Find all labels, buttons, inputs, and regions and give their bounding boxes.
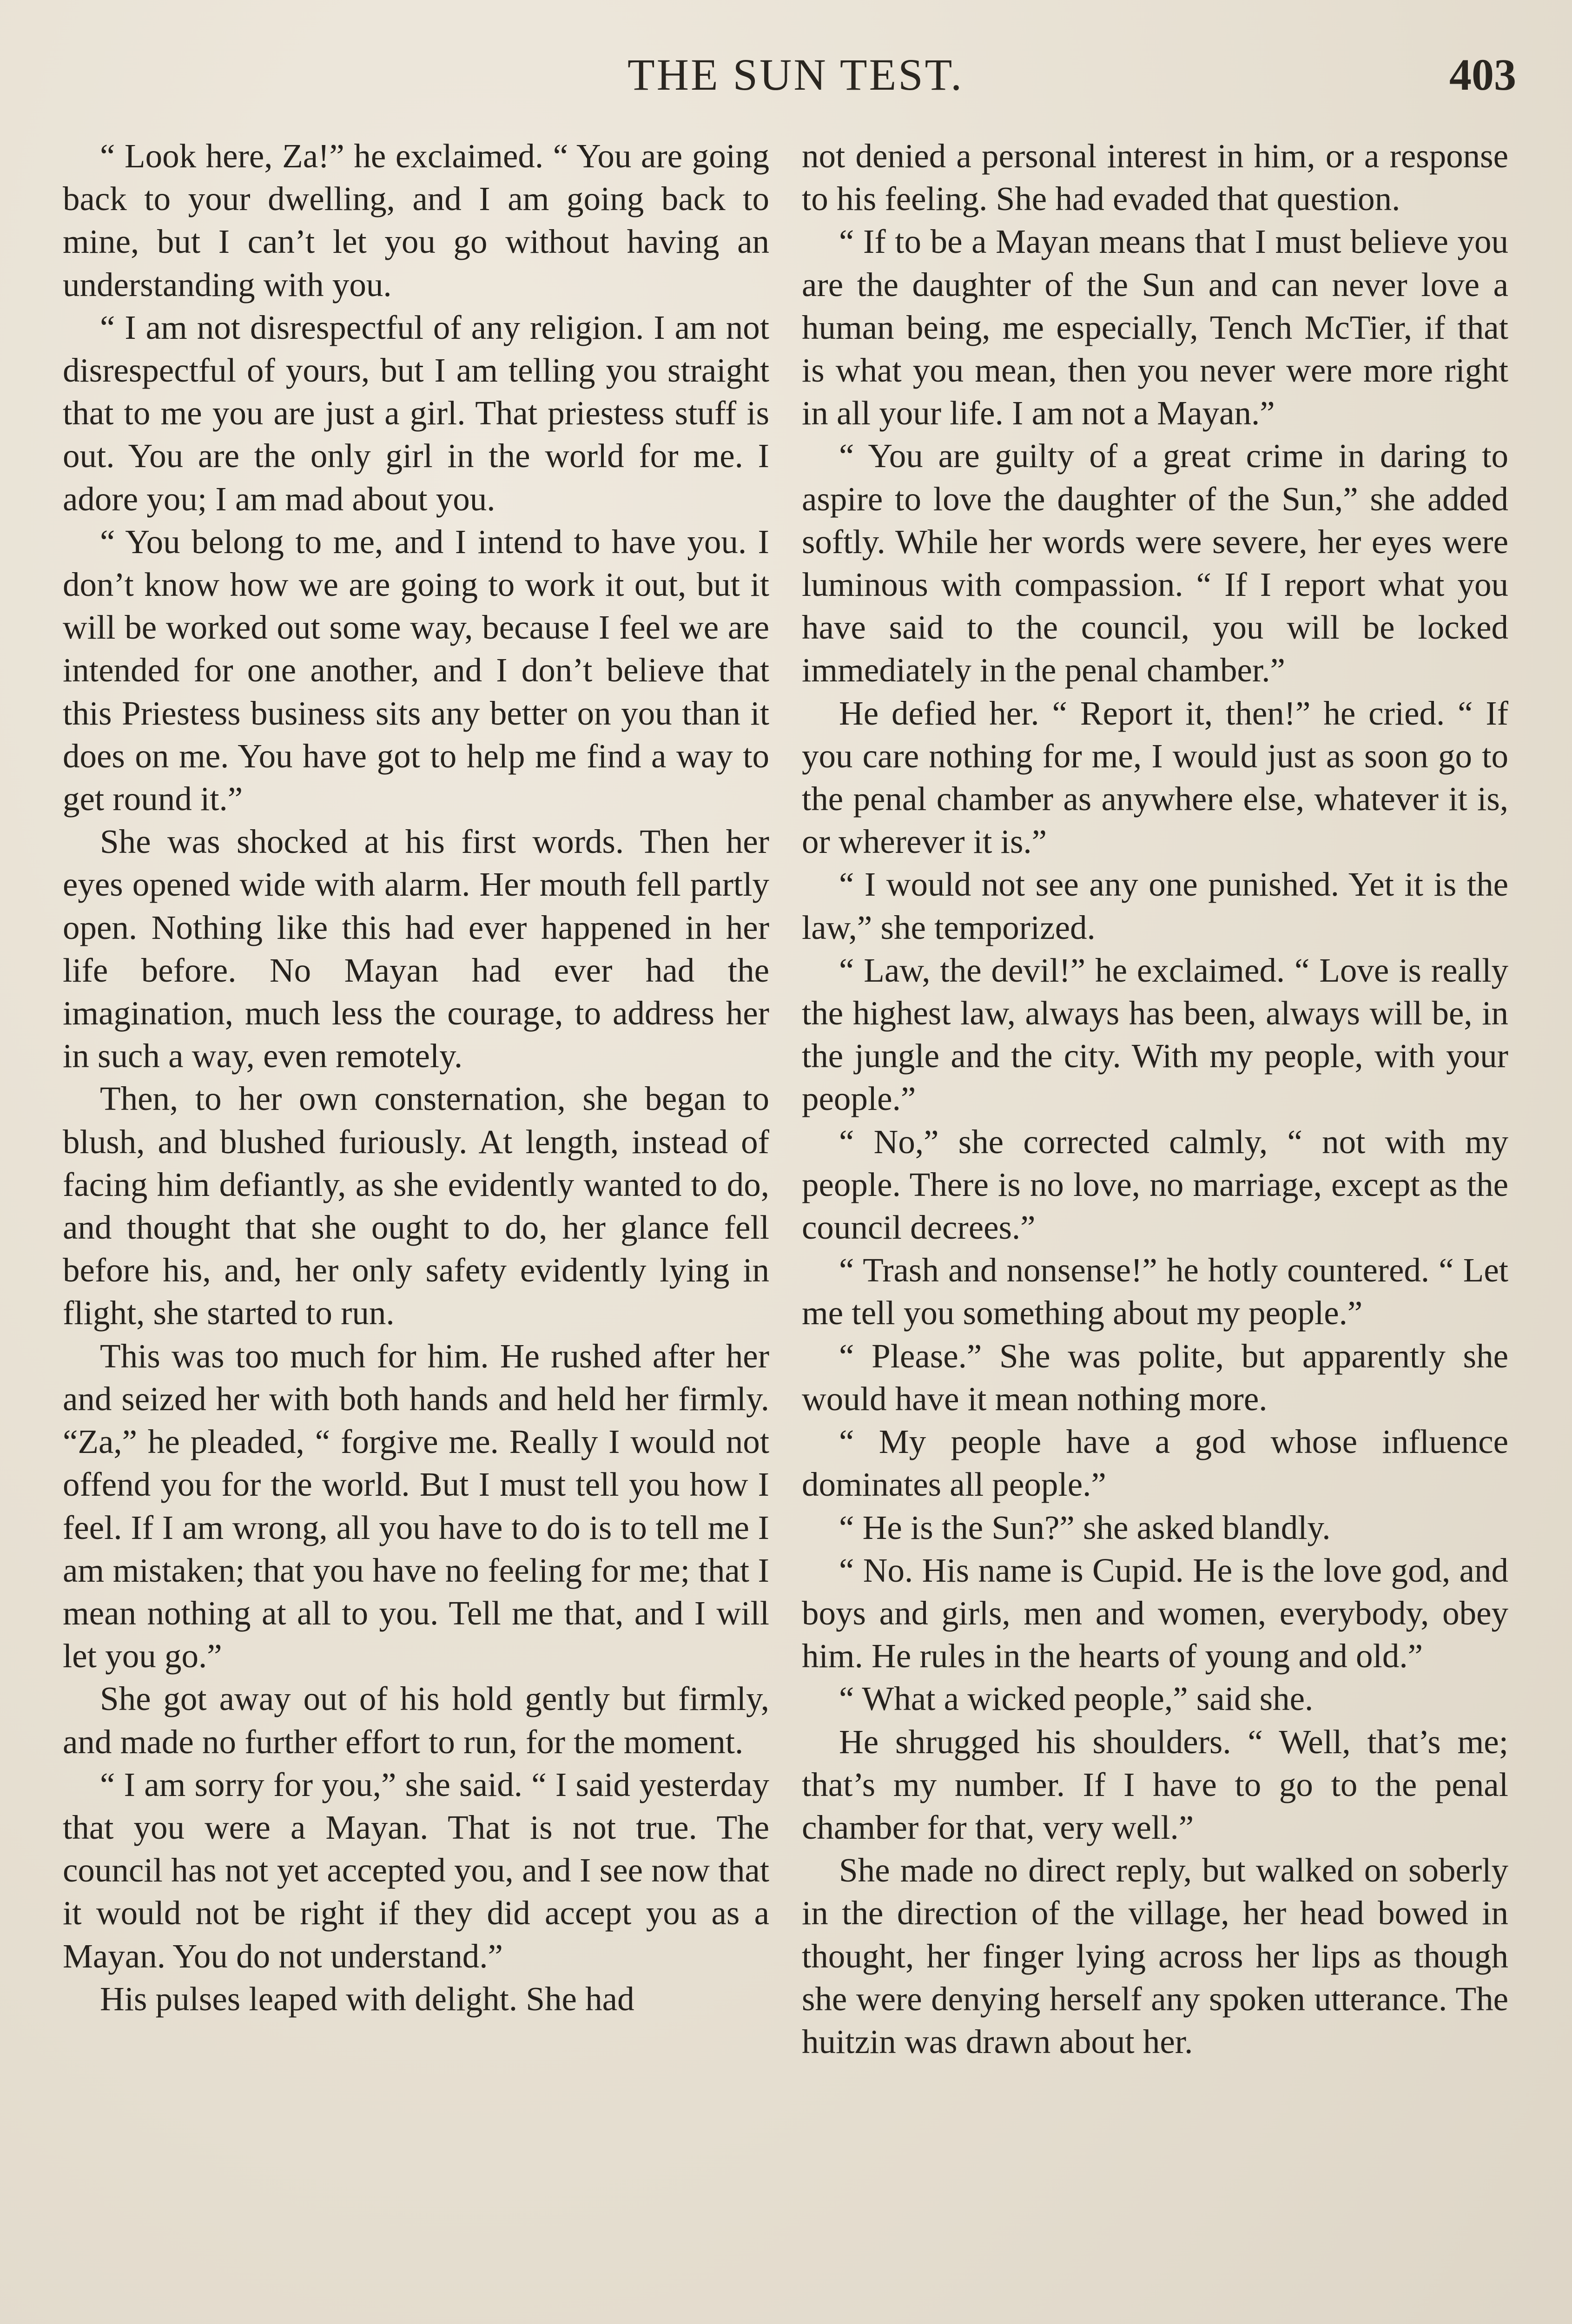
paragraph: His pulses leaped with delight. She had — [100, 1980, 634, 2018]
paragraph: He defied her. “ Report it, then!” he cried. “ If you care nothing for me, I would just as soon go to the penal chamber as anywhere else, whatever it is, or wherever it is.” — [802, 694, 1508, 861]
paragraph: “ You are guilty of a great crime in daring to aspire to love the daughter of the Sun,” she added softly. While her words were severe, her eyes were luminous with compassion. “ If I report what you have said to the council, you will be locked immediately in the penal chamber.” — [802, 437, 1508, 689]
paragraph: “ I am sorry for you,” she said. “ I said yesterday that you were a Mayan. That is not true. The council has not yet accepted you, and I see now that it would not be right if they did accept you as a Mayan. You do not understand.” — [63, 1765, 769, 1975]
paragraph: This was too much for him. He rushed after her and seized her with both hands and held her firmly. “Za,” he pleaded, “ forgive me. Really I would not offend you for the world. But I must tell you how I feel. If I am wrong, all you have to do is to tell me I am mistaken; that you have no feeling for me; that I mean nothing at all to you. Tell me that, and I will let you go.” — [63, 1337, 769, 1675]
paragraph: “ I would not see any one punished. Yet it is the law,” she temporized. — [802, 865, 1508, 946]
paragraph: She made no direct reply, but walked on soberly in the direction of the village, her head bowed in thought, her finger lying across her lips as though she were denying herself any spoken utterance. The huitzin was drawn about her. — [802, 1851, 1508, 2060]
page-number: 403 — [1449, 50, 1516, 99]
paragraph: “ No. His name is Cupid. He is the love god, and boys and girls, men and women, everybody, obey him. He rules in the hearts of young and old.” — [802, 1551, 1508, 1675]
paragraph: “ Trash and nonsense!” he hotly countered. “ Let me tell you something about my people.” — [802, 1251, 1508, 1332]
paragraph: Then, to her own consternation, she began to blush, and blushed furiously. At length, instead of facing him defiantly, as she evidently wanted to do, and thought that she ought to do, her glance fell before his, and, her only safety evidently lying in flight, she started to run. — [63, 1080, 769, 1332]
paragraph: “ Law, the devil!” he exclaimed. “ Love is really the highest law, always has been, always will be, in the jungle and the city. With my people, with your people.” — [802, 951, 1508, 1118]
paragraph: “ I am not disrespectful of any religion. I am not disrespectful of yours, but I am telling you straight that to me you are just a girl. That priestess stuff is out. You are the only girl in the world for me. I adore you; I am mad about you. — [63, 308, 769, 518]
paragraph: She got away out of his hold gently but firmly, and made no further effort to run, for the moment. — [63, 1680, 769, 1761]
paragraph: He shrugged his shoulders. “ Well, that’s me; that’s my number. If I have to go to the penal chamber for that, very well.” — [802, 1723, 1508, 1846]
left-column — [63, 135, 769, 2020]
paragraph: “ My people have a god whose influence dominates all people.” — [802, 1423, 1508, 1504]
paragraph: “ What a wicked people,” said she. — [839, 1680, 1314, 1718]
paragraph: “ You belong to me, and I intend to have you. I don’t know how we are going to work it out, but it will be worked out some way, because I feel we are intended for one another, and I don’t believe that this Priestess business sits any better on you than it does on me. You have got to help me find a way to get round it.” — [63, 522, 769, 818]
continued-paragraph: not denied a personal interest in him, or a response to his feeling. She had evaded that question. — [802, 137, 1508, 218]
running-title: THE SUN TEST. — [627, 50, 964, 99]
page-header — [0, 44, 1572, 114]
paragraph: “ Please.” She was polite, but apparently she would have it mean nothing more. — [802, 1337, 1508, 1418]
paragraph: “ If to be a Mayan means that I must believe you are the daughter of the Sun and can never love a human being, me especially, Tench McTier, if that is what you mean, then you never were more right in all your life. I am not a Mayan.” — [802, 223, 1508, 432]
paragraph: “ Look here, Za!” he exclaimed. “ You are going back to your dwelling, and I am going back to mine, but I can’t let you go without having an understanding with you. — [63, 137, 769, 304]
paragraph: “ No,” she corrected calmly, “ not with my people. There is no love, no marriage, except as the council decrees.” — [802, 1122, 1508, 1247]
paragraph: “ He is the Sun?” she asked blandly. — [839, 1508, 1331, 1546]
paragraph: She was shocked at his first words. Then her eyes opened wide with alarm. Her mouth fell partly open. Nothing like this had ever happened in her life before. No Mayan had ever had the imagination, much less the courage, to address her in such a way, even remotely. — [63, 823, 769, 1075]
right-column — [802, 135, 1508, 2063]
